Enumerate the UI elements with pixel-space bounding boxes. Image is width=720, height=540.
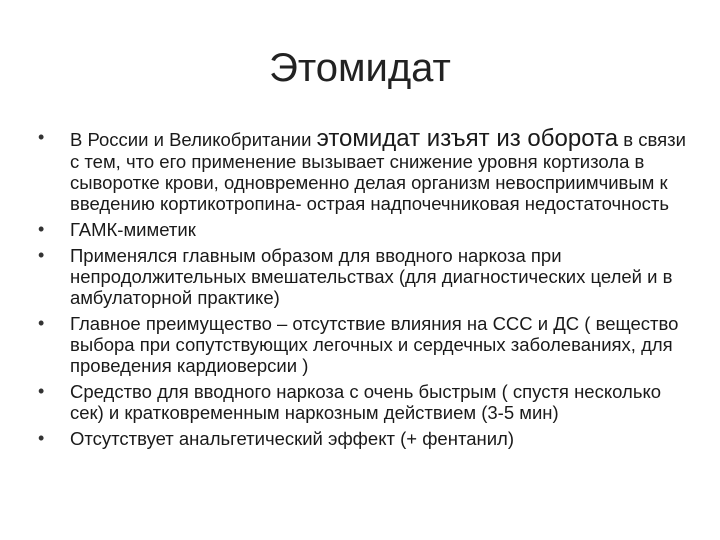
bullet-icon: • <box>38 219 45 239</box>
bullet-item <box>38 127 698 214</box>
bullet-item <box>38 313 698 376</box>
slide-title: Этомидат <box>269 46 451 90</box>
bullet-text: ГАМК-миметик <box>70 219 196 240</box>
bullet-icon: • <box>38 428 45 448</box>
bullet-text: Применялся главным образом для вводного наркоза при непродолжительных вмешательствах (для диагностических целей и в амбулаторной практике) <box>70 245 673 308</box>
bullet-icon: • <box>38 245 45 265</box>
bullet-text: Главное преимущество – отсутствие влияния на ССС и ДС ( вещество выбора при сопутствующих легочных и сердечных заболеваниях, для проведения кардиоверсии ) <box>70 313 679 376</box>
bullet-text: Средство для вводного наркоза с очень быстрым ( спустя несколько сек) и кратковременным наркозным действием (3-5 мин) <box>70 381 662 423</box>
bullet-icon: • <box>38 381 45 401</box>
bullet-text: в связи с тем, что его применение вызывает снижение уровня кортизола в сыворотке крови, одновременно делая организм невосприимчивым к введению кортикотропина- острая надпочечниковая недостаточность <box>70 129 686 214</box>
bullet-icon: • <box>38 313 45 333</box>
bullet-text-emphasis: этомидат изъят из оборота <box>316 125 619 152</box>
bullet-item <box>38 428 698 449</box>
bullet-icon: • <box>38 127 45 147</box>
bullet-text-prefix: В России и Великобритании <box>70 129 317 150</box>
bullet-item <box>38 245 698 308</box>
bullet-text: Отсутствует анальгетический эффект (+ фентанил) <box>70 428 514 449</box>
bullet-item <box>38 219 698 240</box>
bullet-list <box>38 127 698 454</box>
bullet-item <box>38 381 698 423</box>
